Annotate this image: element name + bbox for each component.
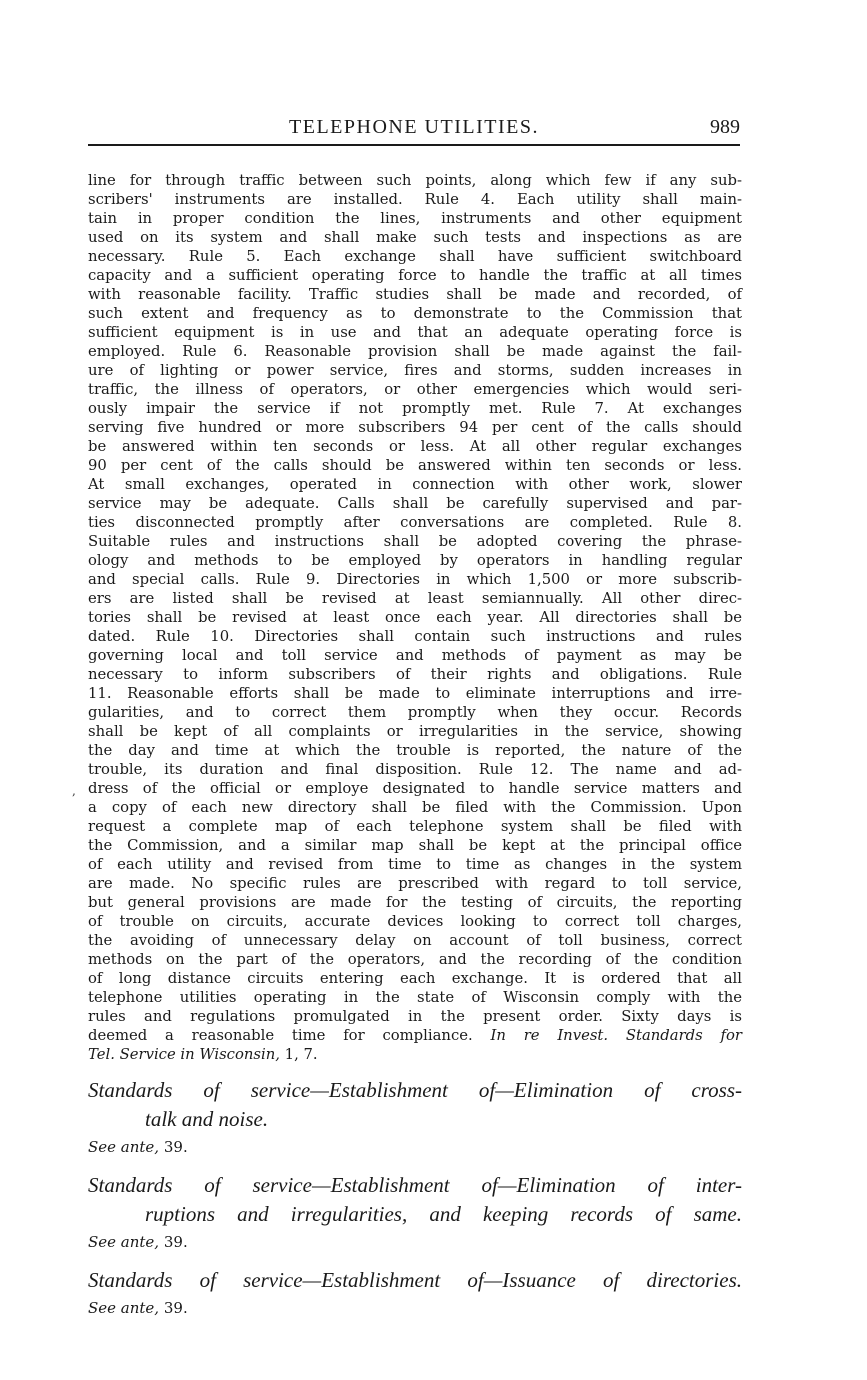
- see-ante-label: See ante,: [88, 1299, 160, 1317]
- text-line: ers are listed shall be revised at least semiannually. All other direc-: [88, 590, 742, 607]
- text-line: At small exchanges, operated in connection with other work, slower: [88, 476, 742, 493]
- text-line: dress of the official or employe designated to handle service matters and: [88, 780, 742, 797]
- see-ante-label: See ante,: [88, 1138, 160, 1156]
- cross-reference: [88, 1297, 742, 1319]
- see-ante-page: 39.: [163, 1138, 188, 1156]
- margin-mark: ,: [72, 784, 76, 798]
- text-line: a copy of each new directory shall be filed with the Commission. Upon: [88, 799, 742, 816]
- text-line: ure of lighting or power service, fires and storms, sudden increases in: [88, 362, 742, 379]
- page-number: 989: [710, 116, 740, 138]
- text-line: Suitable rules and instructions shall be adopted covering the phrase-: [88, 533, 742, 550]
- text-line: request a complete map of each telephone system shall be filed with: [88, 818, 742, 835]
- body-paragraph: [88, 171, 742, 1064]
- headnote: [88, 1076, 742, 1158]
- see-ante-page: 39.: [163, 1299, 188, 1317]
- text-line: 11. Reasonable efforts shall be made to eliminate interruptions and irre-: [88, 685, 742, 702]
- text-line: such extent and frequency as to demonstrate to the Commission that: [88, 305, 742, 322]
- text-line: service may be adequate. Calls shall be carefully supervised and par-: [88, 495, 742, 512]
- headnote-title-cont: ruptions and irregularities, and keeping records of same.: [145, 1202, 742, 1226]
- text-line: the avoiding of unnecessary delay on account of toll business, correct: [88, 932, 742, 949]
- case-citation-italic-cont: Tel. Service in Wisconsin,: [88, 1046, 280, 1063]
- text-line: the day and time at which the trouble is reported, the nature of the: [88, 742, 742, 759]
- running-title: TELEPHONE UTILITIES.: [289, 116, 539, 138]
- citation-final-line: [88, 1045, 742, 1064]
- text-line: gularities, and to correct them promptly when they occur. Records: [88, 704, 742, 721]
- text-line: of trouble on circuits, accurate devices looking to correct toll charges,: [88, 913, 742, 930]
- text-line: line for through traffic between such points, along which few if any sub-: [88, 172, 742, 189]
- text-line: methods on the part of the operators, and the recording of the condition: [88, 951, 742, 968]
- headnote-title: Standards of service—Establishment of—Elimination of cross-: [88, 1078, 742, 1102]
- citation-line: [88, 1026, 742, 1045]
- citation-plain: deemed a reasonable time for compliance.: [88, 1027, 473, 1044]
- citation-pages: 1, 7.: [284, 1046, 318, 1063]
- text-line: of long distance circuits entering each exchange. It is ordered that all: [88, 970, 742, 987]
- text-line: telephone utilities operating in the state of Wisconsin comply with the: [88, 989, 742, 1006]
- cross-reference: [88, 1136, 742, 1158]
- text-line: ties disconnected promptly after conversations are completed. Rule 8.: [88, 514, 742, 531]
- text-line: and special calls. Rule 9. Directories in which 1,500 or more subscrib-: [88, 571, 742, 588]
- headnote-title: Standards of service—Establishment of—Issuance of directories.: [88, 1268, 742, 1292]
- text-line: ously impair the service if not promptly met. Rule 7. At exchanges: [88, 400, 742, 417]
- text-line: employed. Rule 6. Reasonable provision shall be made against the fail-: [88, 343, 742, 360]
- text-line: dated. Rule 10. Directories shall contain such instructions and rules: [88, 628, 742, 645]
- headnote-title: Standards of service—Establishment of—Elimination of inter-: [88, 1173, 742, 1197]
- text-line: be answered within ten seconds or less. At all other regular exchanges: [88, 438, 742, 455]
- headnotes: [88, 1076, 742, 1332]
- text-line: scribers' instruments are installed. Rule 4. Each utility shall main-: [88, 191, 742, 208]
- text-line: tain in proper condition the lines, instruments and other equipment: [88, 210, 742, 227]
- see-ante-page: 39.: [163, 1233, 188, 1251]
- text-line: serving five hundred or more subscribers 94 per cent of the calls should: [88, 419, 742, 436]
- text-line: necessary. Rule 5. Each exchange shall have sufficient switchboard: [88, 248, 742, 265]
- running-head: [88, 114, 740, 146]
- see-ante-label: See ante,: [88, 1233, 160, 1251]
- text-line: the Commission, and a similar map shall be kept at the principal office: [88, 837, 742, 854]
- text-line: trouble, its duration and final disposition. Rule 12. The name and ad-: [88, 761, 742, 778]
- headnote: [88, 1266, 742, 1319]
- text-line: of each utility and revised from time to time as changes in the system: [88, 856, 742, 873]
- text-line: but general provisions are made for the testing of circuits, the reporting: [88, 894, 742, 911]
- text-line: rules and regulations promulgated in the present order. Sixty days is: [88, 1008, 742, 1025]
- headnote-title-cont: talk and noise.: [145, 1107, 269, 1131]
- text-line: necessary to inform subscribers of their rights and obligations. Rule: [88, 666, 742, 683]
- text-line: shall be kept of all complaints or irregularities in the service, showing: [88, 723, 742, 740]
- text-line: ology and methods to be employed by operators in handling regular: [88, 552, 742, 569]
- text-line: 90 per cent of the calls should be answered within ten seconds or less.: [88, 457, 742, 474]
- headnote: [88, 1171, 742, 1253]
- cross-reference: [88, 1231, 742, 1253]
- text-line: governing local and toll service and methods of payment as may be: [88, 647, 742, 664]
- case-citation-italic: In re Invest. Standards for: [490, 1027, 742, 1044]
- text-line: sufficient equipment is in use and that an adequate operating force is: [88, 324, 742, 341]
- text-line: traffic, the illness of operators, or other emergencies which would seri-: [88, 381, 742, 398]
- text-line: used on its system and shall make such tests and inspections as are: [88, 229, 742, 246]
- text-line: with reasonable facility. Traffic studies shall be made and recorded, of: [88, 286, 742, 303]
- text-line: are made. No specific rules are prescribed with regard to toll service,: [88, 875, 742, 892]
- text-line: tories shall be revised at least once each year. All directories shall be: [88, 609, 742, 626]
- text-line: capacity and a sufficient operating force to handle the traffic at all times: [88, 267, 742, 284]
